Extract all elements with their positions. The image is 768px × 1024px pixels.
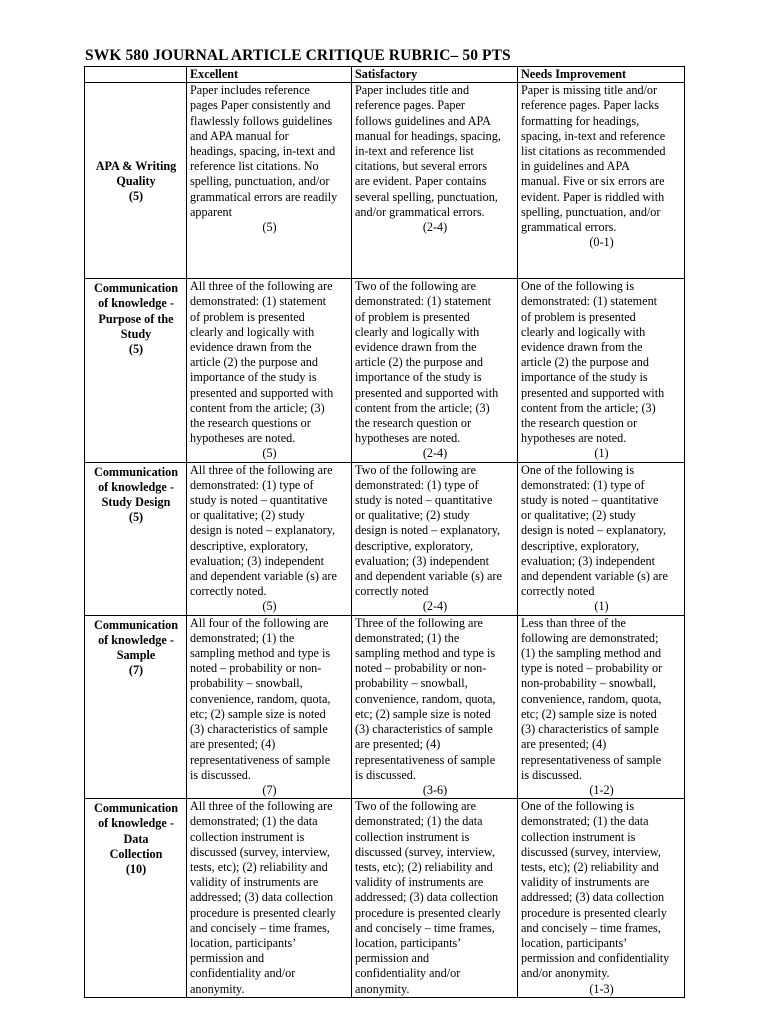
satisfactory-description: Two of the following are demonstrated; (1) the data collection instrument is discussed (survey, interview, tests, etc); (2) reliability and validity of instruments are addressed; (3) data collection procedure is presented clearly and concisely – time frames, location, participants’ permission and confidentiality and/or anonymity.	[355, 799, 501, 996]
needs-improvement-description: Less than three of the following are demonstrated; (1) the sampling method and type is noted – probability or non-probability – snowball, convenience, random, quota, etc; (2) sample size is noted (3) characteristics of sample are presented; (4) representativeness of sample is discussed.	[521, 615, 663, 782]
needs-improvement-points: (1)	[594, 599, 609, 614]
needs-improvement-points: (1-3)	[589, 981, 614, 996]
header-excellent: Excellent	[187, 67, 352, 83]
excellent-points: (7)	[262, 782, 277, 797]
needs-improvement-description: One of the following is demonstrated: (1) statement of problem is presented clearly and logically with evidence drawn from the article (2) the purpose and importance of the study is presented and supported with content from the article; (3) the research question or hypotheses are noted.	[521, 279, 665, 446]
header-needs-improvement: Needs Improvement	[518, 67, 685, 83]
needs-improvement-description: One of the following is demonstrated: (1) type of study is noted – quantitative or qualitative; (2) study design is noted – explanatory, descriptive, exploratory, evaluation; (3) independent and dependent variable (s) are correctly noted	[521, 462, 668, 599]
needs-improvement-cell	[518, 799, 685, 998]
table-row	[85, 615, 685, 798]
excellent-cell	[187, 279, 352, 462]
excellent-points: (5)	[262, 220, 277, 235]
excellent-points: (5)	[262, 599, 277, 614]
satisfactory-description: Paper includes title and reference pages. Paper follows guidelines and APA manual for headings, spacing, in-text and reference list citations, but several errors are evident. Paper contains several spelling, punctuation, and/or grammatical errors.	[355, 83, 501, 219]
satisfactory-cell	[352, 83, 518, 279]
satisfactory-points: (2-4)	[422, 599, 448, 614]
excellent-cell	[187, 83, 352, 279]
excellent-description: Paper includes reference pages Paper consistently and flawlessly follows guidelines and APA manual for headings, spacing, in-text and reference list citations. No spelling, punctuation, and/or grammatical errors are readily apparent	[190, 83, 338, 219]
excellent-description: All three of the following are demonstrated: (1) statement of problem is presented clearly and logically with evidence drawn from the article (2) the purpose and importance of the study is presented and supported with content from the article; (3) the research questions or hypotheses are noted.	[190, 279, 334, 446]
needs-improvement-cell	[518, 279, 685, 462]
satisfactory-description: Three of the following are demonstrated; (1) the sampling method and type is noted – probability or non- probability – snowball, convenience, random, quota, etc; (2) sample size is noted (3) characteristics of sample are presented; (4) representativeness of sample is discussed.	[355, 615, 496, 782]
needs-improvement-cell	[518, 615, 685, 798]
rubric-table	[84, 66, 685, 998]
satisfactory-points: (2-4)	[422, 446, 448, 461]
needs-improvement-description: One of the following is demonstrated; (1) the data collection instrument is discussed (survey, interview, tests, etc); (2) reliability and validity of instruments are addressed; (3) data collection procedure is presented clearly and concisely – time frames, location, participants’ permission and confidentiality and/or anonymity.	[521, 799, 670, 981]
table-header-row	[85, 67, 685, 83]
needs-improvement-points: (0-1)	[589, 235, 614, 250]
satisfactory-cell	[352, 615, 518, 798]
header-satisfactory: Satisfactory	[352, 67, 518, 83]
needs-improvement-points: (1-2)	[589, 782, 614, 797]
table-row	[85, 83, 685, 279]
excellent-description: All three of the following are demonstrated: (1) type of study is noted – quantitative or qualitative; (2) study design is noted – explanatory, descriptive, exploratory, evaluation; (3) independent and dependent variable (s) are correctly noted.	[190, 462, 337, 599]
excellent-cell	[187, 615, 352, 798]
excellent-cell	[187, 799, 352, 998]
criterion-cell: APA & Writing Quality (5)	[85, 83, 187, 279]
needs-improvement-description: Paper is missing title and/or reference pages. Paper lacks formatting for headings, spacing, in-text and reference list citations as recommended in guidelines and APA manual. Five or six errors are evident. Paper is riddled with spelling, punctuation, and/or grammatical errors.	[521, 83, 666, 235]
satisfactory-cell	[352, 279, 518, 462]
excellent-points: (5)	[262, 446, 277, 461]
excellent-cell	[187, 462, 352, 615]
satisfactory-cell	[352, 799, 518, 998]
satisfactory-points: (3-6)	[422, 782, 448, 797]
satisfactory-description: Two of the following are demonstrated: (1) type of study is noted – quantitative or qualitative; (2) study design is noted – explanatory, descriptive, exploratory, evaluation; (3) independent and dependent variable (s) are correctly noted	[355, 462, 502, 599]
document-title: SWK 580 JOURNAL ARTICLE CRITIQUE RUBRIC– 50 PTS	[85, 47, 511, 64]
needs-improvement-cell	[518, 83, 685, 279]
needs-improvement-points: (1)	[594, 446, 609, 461]
criterion-cell: Communication of knowledge - Purpose of the Study (5)	[85, 279, 187, 462]
table-row	[85, 462, 685, 615]
criterion-cell: Communication of knowledge - Sample (7)	[85, 615, 187, 798]
table-row	[85, 279, 685, 462]
satisfactory-description: Two of the following are demonstrated: (1) statement of problem is presented clearly and logically with evidence drawn from the article (2) the purpose and importance of the study is presented and supported with content from the article; (3) the research question or hypotheses are noted.	[355, 279, 499, 446]
excellent-description: All four of the following are demonstrated; (1) the sampling method and type is noted – probability or non- probability – snowball, convenience, random, quota, etc; (2) sample size is noted (3) characteristics of sample are presented; (4) representativeness of sample is discussed.	[190, 615, 331, 782]
header-criterion	[85, 67, 187, 83]
criterion-cell: Communication of knowledge - Study Design (5)	[85, 462, 187, 615]
satisfactory-cell	[352, 462, 518, 615]
table-row	[85, 799, 685, 998]
criterion-cell: Communication of knowledge - Data Collection (10)	[85, 799, 187, 998]
excellent-description: All three of the following are demonstrated; (1) the data collection instrument is discussed (survey, interview, tests, etc); (2) reliability and validity of instruments are addressed; (3) data collection procedure is presented clearly and concisely – time frames, location, participants’ permission and confidentiality and/or anonymity.	[190, 799, 336, 996]
needs-improvement-cell	[518, 462, 685, 615]
satisfactory-points: (2-4)	[422, 220, 448, 235]
